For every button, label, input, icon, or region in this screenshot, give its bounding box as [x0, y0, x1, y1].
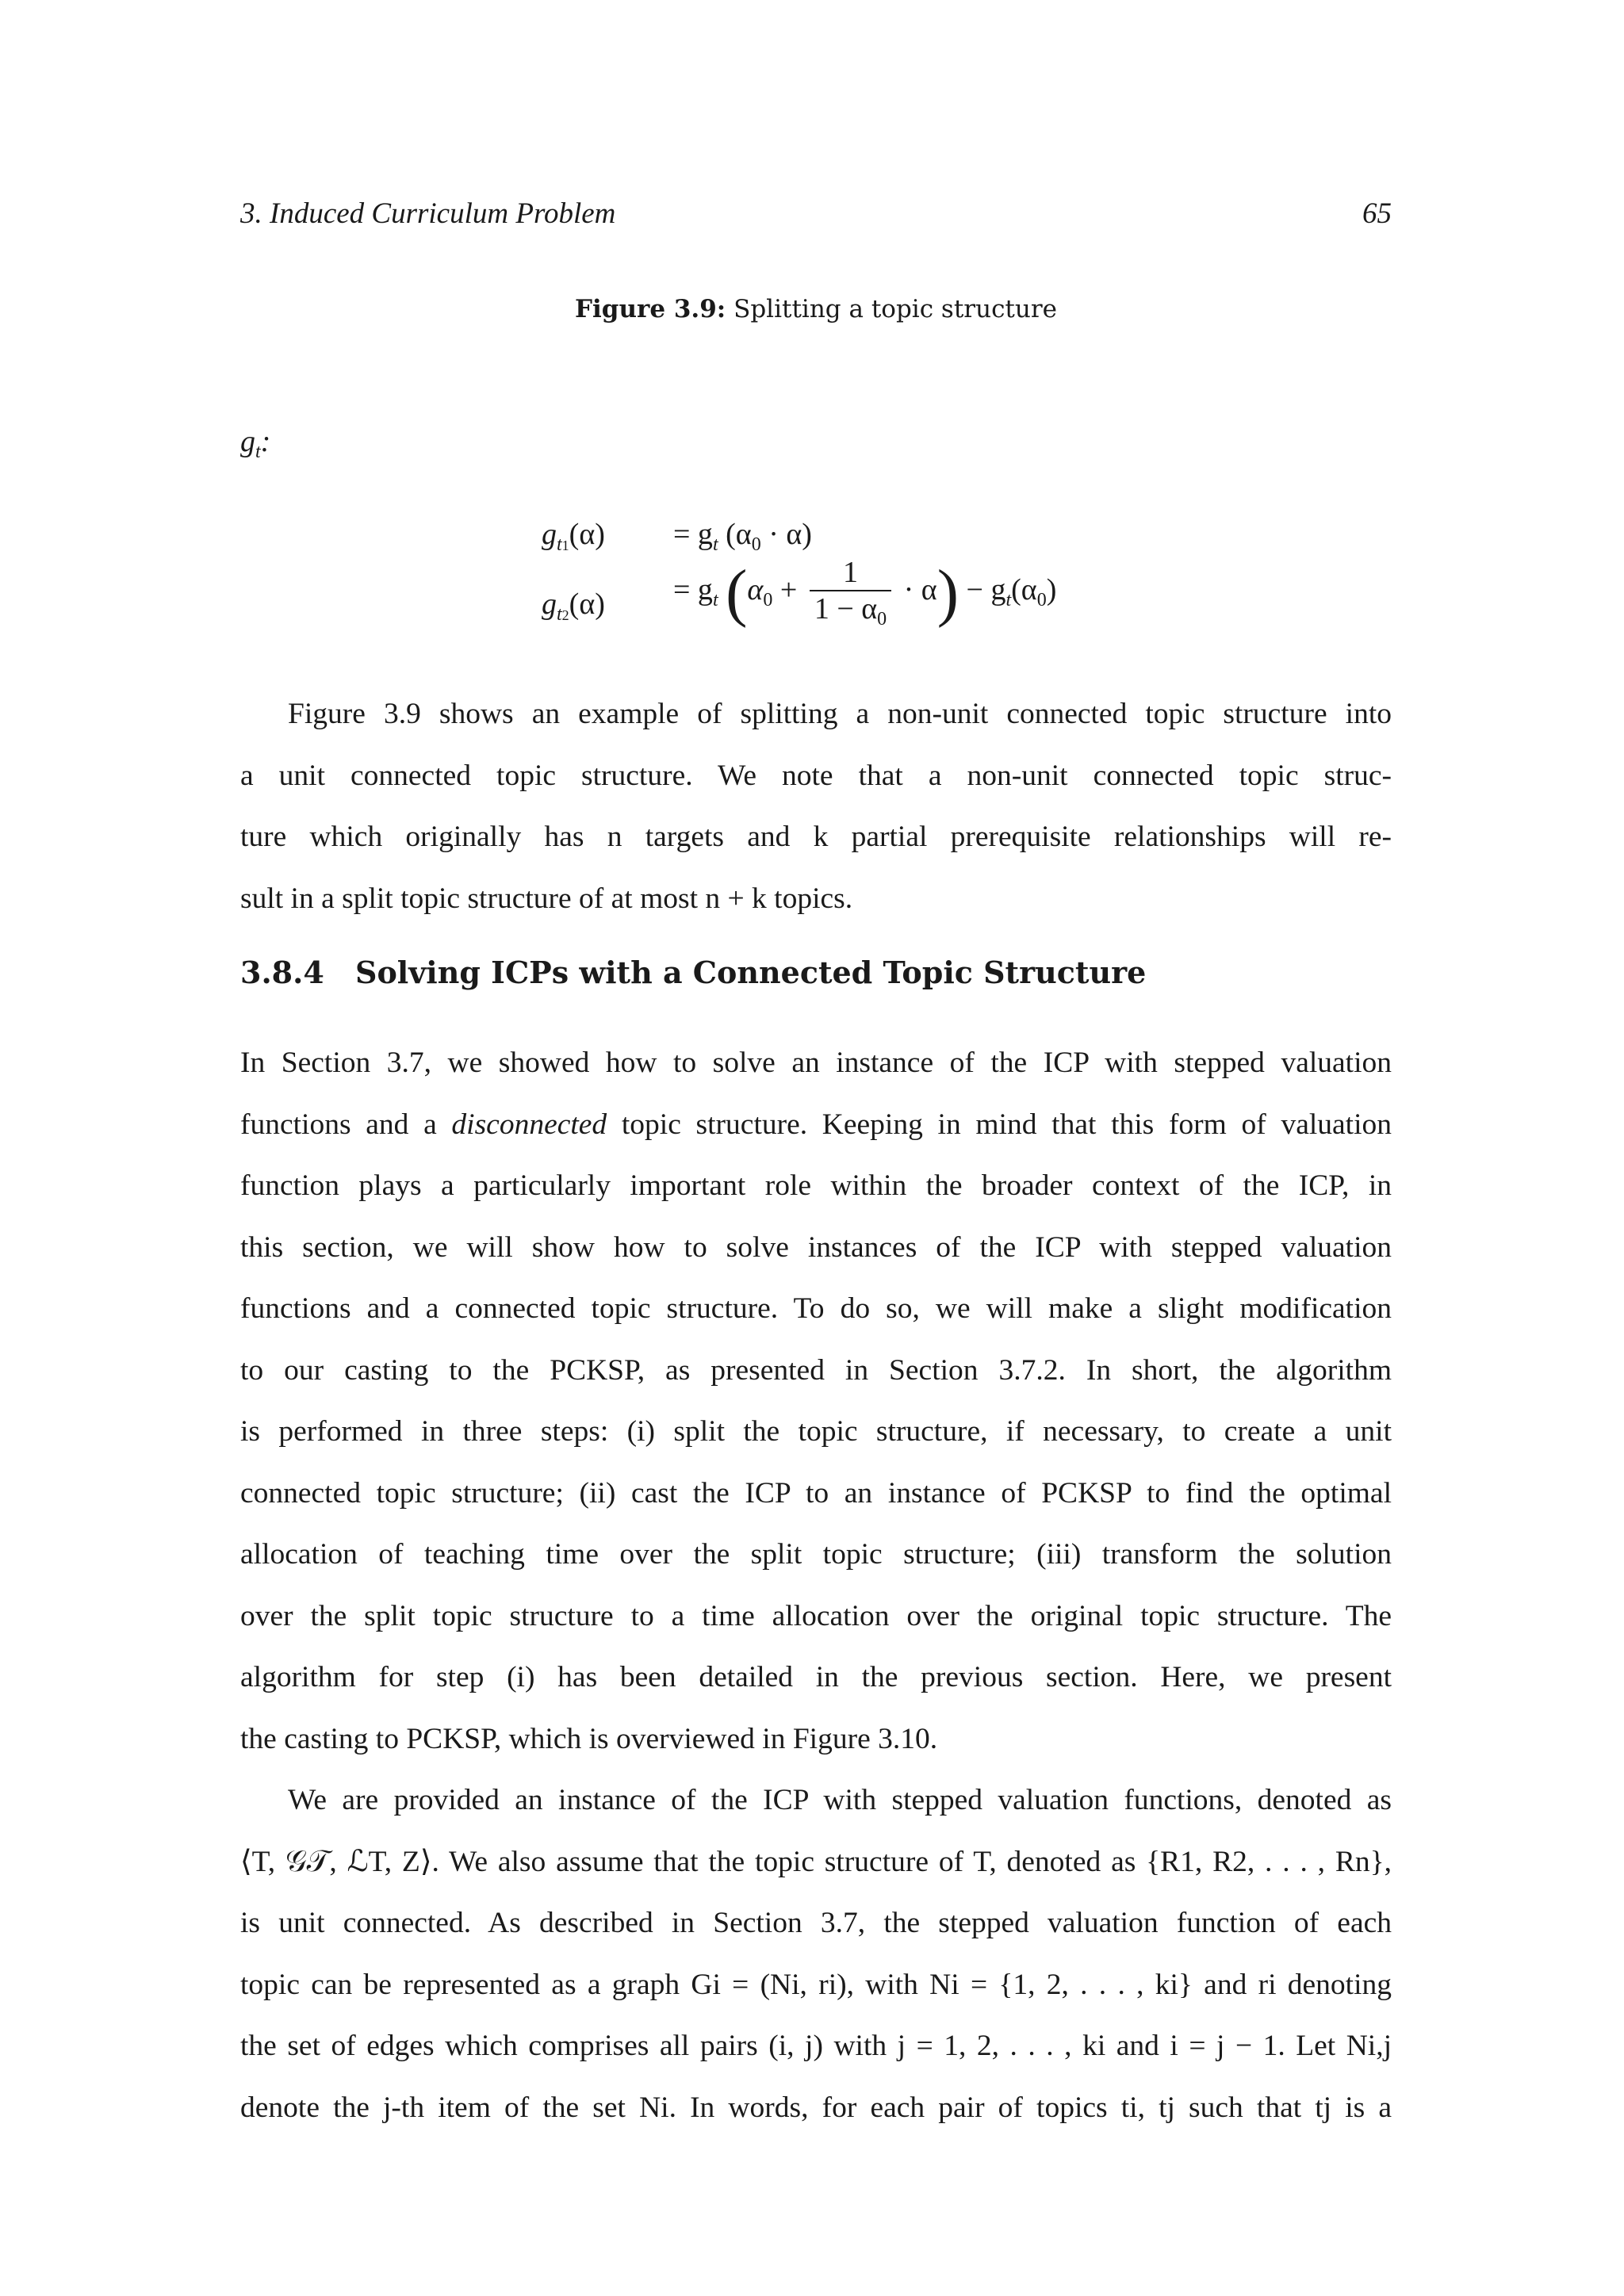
paragraph-line: functions and a connected topic structure. To do so, we will make a slight modification	[240, 1292, 1392, 1325]
section-heading	[240, 955, 1392, 990]
paragraph-line: is performed in three steps: (i) split the topic structure, if necessary, to create a unit	[240, 1415, 1392, 1448]
page-number: 65	[1362, 197, 1392, 230]
paragraph-line: sult in a split topic structure of at most n + k topics.	[240, 882, 853, 915]
paragraph-line: the casting to PCKSP, which is overviewed in Figure 3.10.	[240, 1722, 938, 1755]
gt-label: $g_t$:	[240, 425, 271, 462]
paragraph-line: topic can be represented as a graph Gi = (Ni, ri), with Ni = {1, 2, . . . , ki} and ri denoting	[240, 1968, 1392, 2001]
section-title: Solving ICPs with a Connected Topic Structure	[355, 955, 1147, 990]
paragraph-line: this section, we will show how to solve instances of the ICP with stepped valuation	[240, 1230, 1392, 1264]
section-number: 3.8.4	[240, 955, 324, 990]
paragraph-line: Figure 3.9 shows an example of splitting a non-unit connected topic structure into	[288, 698, 1392, 730]
paragraph-line: In Section 3.7, we showed how to solve an instance of the ICP with stepped valuation	[240, 1047, 1392, 1079]
paragraph-line: ture which originally has n targets and k partial prerequisite relationships will re-	[240, 821, 1392, 853]
equation-2-rhs: = $g_t$ ($\alpha_0$ + $\frac{1}{1 - \alpha_0}$ · $\alpha) - g_t(\alpha_0)$	[673, 556, 1057, 629]
paragraph-line: denote the j-th item of the set Ni. In words, for each pair of topics ti, tj such that tj is a	[240, 2091, 1392, 2124]
paragraph-line: is unit connected. As described in Section 3.7, the stepped valuation function of each	[240, 1907, 1392, 1939]
paragraph-line: algorithm for step (i) has been detailed in the previous section. Here, we present	[240, 1661, 1392, 1693]
paragraph-line: to our casting to the PCKSP, as presented in Section 3.7.2. In short, the algorithm	[240, 1353, 1392, 1387]
paragraph-line: allocation of teaching time over the split topic structure; (iii) transform the solution	[240, 1538, 1392, 1571]
chapter-title: 3. Induced Curriculum Problem	[240, 197, 616, 230]
paragraph-line: ⟨T, 𝒢𝒯, ℒT, Z⟩. We also assume that the topic structure of T, denoted as {R1, R2, . . . , Rn},	[240, 1845, 1392, 1878]
paragraph-1	[240, 683, 1392, 929]
paragraph-line: a unit connected topic structure. We note that a non-unit connected topic struc-	[240, 759, 1392, 792]
equation-1-rhs: = $g_t$ $(\alpha_0 \cdot \alpha)$	[673, 518, 812, 555]
paragraph-line: We are provided an instance of the ICP with stepped valuation functions, denoted as	[288, 1784, 1392, 1816]
paragraph-2	[240, 1032, 1392, 1770]
paragraph-line: connected topic structure; (ii) cast the ICP to an instance of PCKSP to find the optimal	[240, 1476, 1392, 1510]
paragraph-line: the set of edges which comprises all pairs (i, j) with j = 1, 2, . . . , ki and i = j − 1. Let Ni,j	[240, 2030, 1392, 2062]
figure-caption	[240, 295, 1392, 323]
paragraph-line: over the split topic structure to a time allocation over the original topic structure. The	[240, 1599, 1392, 1632]
figure-caption-text: Splitting a topic structure	[733, 295, 1058, 323]
equation-2-lhs: $g_{t2}(\alpha)$	[542, 587, 605, 625]
paragraph-line: function plays a particularly important role within the broader context of the ICP, in	[240, 1169, 1392, 1202]
equation-1-lhs: $g_{t1}(\alpha)$	[542, 518, 605, 555]
fraction: $\frac{1}{1 - \alpha_0}$	[810, 555, 891, 630]
figure-caption-label: Figure 3.9:	[574, 295, 726, 323]
paragraph-line: functions and a disconnected topic structure. Keeping in mind that this form of valuation	[240, 1108, 1392, 1141]
paragraph-3	[240, 1770, 1392, 2138]
